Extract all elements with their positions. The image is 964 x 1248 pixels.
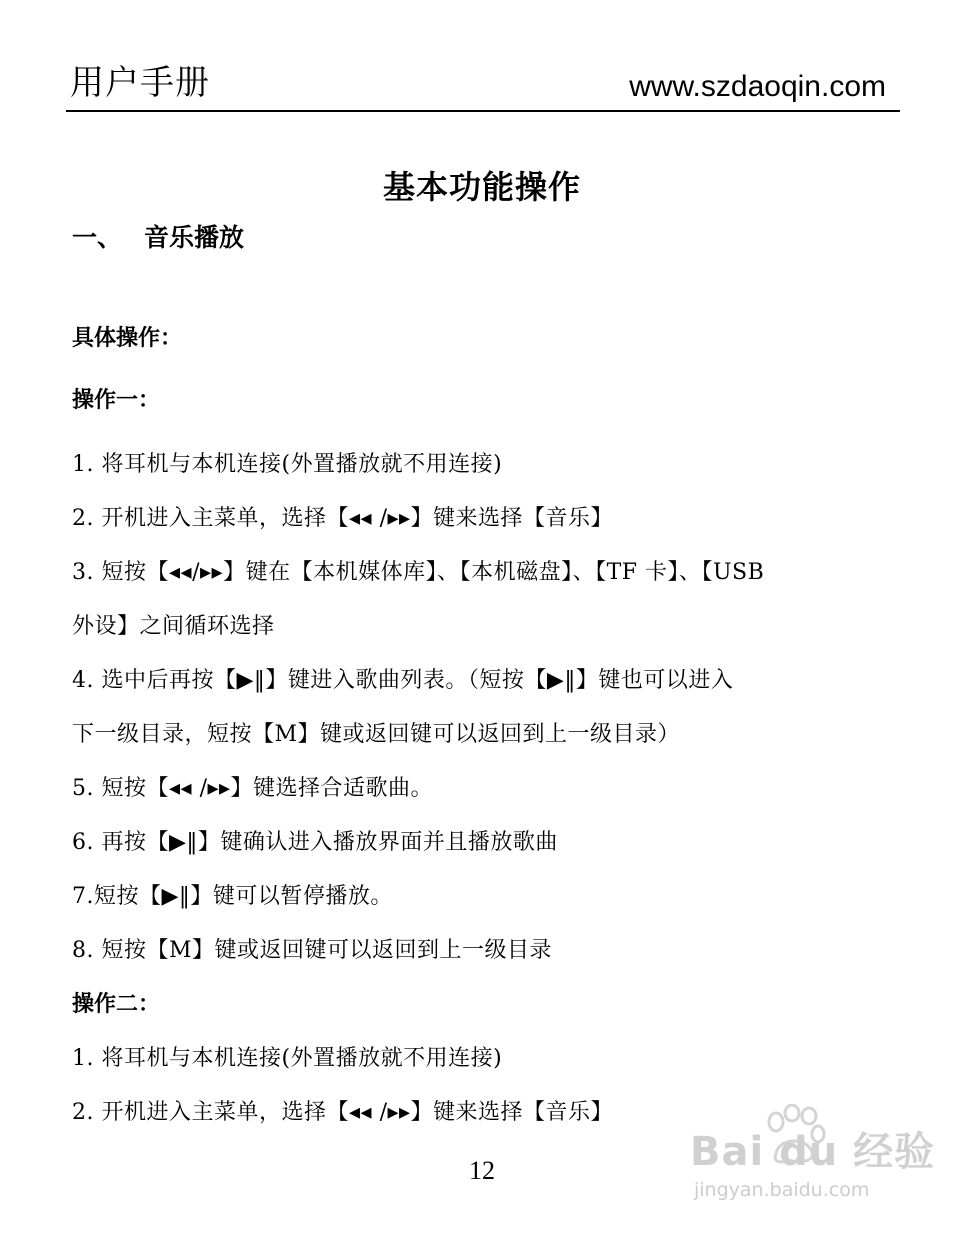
section-heading xyxy=(72,221,244,255)
section-number: 一、 xyxy=(72,223,123,252)
op1-line-6: 6. 再按【▶‖】键确认进入播放界面并且播放歌曲 xyxy=(72,830,558,855)
op1-line-3: 3. 短按【◂◂/▸▸】键在【本机媒体库】、【本机磁盘】、【TF 卡】、【USB xyxy=(72,560,765,585)
header-divider xyxy=(66,110,900,112)
op1-line-4-cont: 下一级目录，短按【M】键或返回键可以返回到上一级目录） xyxy=(72,722,681,747)
operation-one-label: 操作一： xyxy=(72,388,161,413)
page-title: 基本功能操作 xyxy=(382,168,581,206)
op2-line-2: 2. 开机进入主菜单，选择【◂◂ /▸▸】键来选择【音乐】 xyxy=(72,1100,614,1125)
specific-operations-label: 具体操作： xyxy=(72,326,183,351)
op1-line-2: 2. 开机进入主菜单，选择【◂◂ /▸▸】键来选择【音乐】 xyxy=(72,506,614,531)
header-title: 用户手册 xyxy=(70,63,210,103)
op1-line-1: 1. 将耳机与本机连接(外置播放就不用连接) xyxy=(72,452,503,477)
op1-line-4: 4. 选中后再按【▶‖】键进入歌曲列表。（短按【▶‖】键也可以进入 xyxy=(72,668,734,693)
page-number: 12 xyxy=(469,1156,495,1185)
op1-line-5: 5. 短按【◂◂ /▸▸】键选择合适歌曲。 xyxy=(72,776,434,801)
header-url: www.szdaoqin.com xyxy=(629,70,886,103)
op1-line-7: 7.短按【▶‖】键可以暂停播放。 xyxy=(72,884,393,909)
operation-two-label: 操作二： xyxy=(72,992,161,1017)
op1-line-8: 8. 短按【M】键或返回键可以返回到上一级目录 xyxy=(72,938,553,963)
op2-line-1: 1. 将耳机与本机连接(外置播放就不用连接) xyxy=(72,1046,503,1071)
watermark-url: jingyan.baidu.com xyxy=(694,1179,870,1201)
section-label: 音乐播放 xyxy=(144,223,245,252)
watermark-logo: Bai du 经验 xyxy=(690,1129,936,1175)
op1-line-3-cont: 外设】之间循环选择 xyxy=(72,614,275,639)
